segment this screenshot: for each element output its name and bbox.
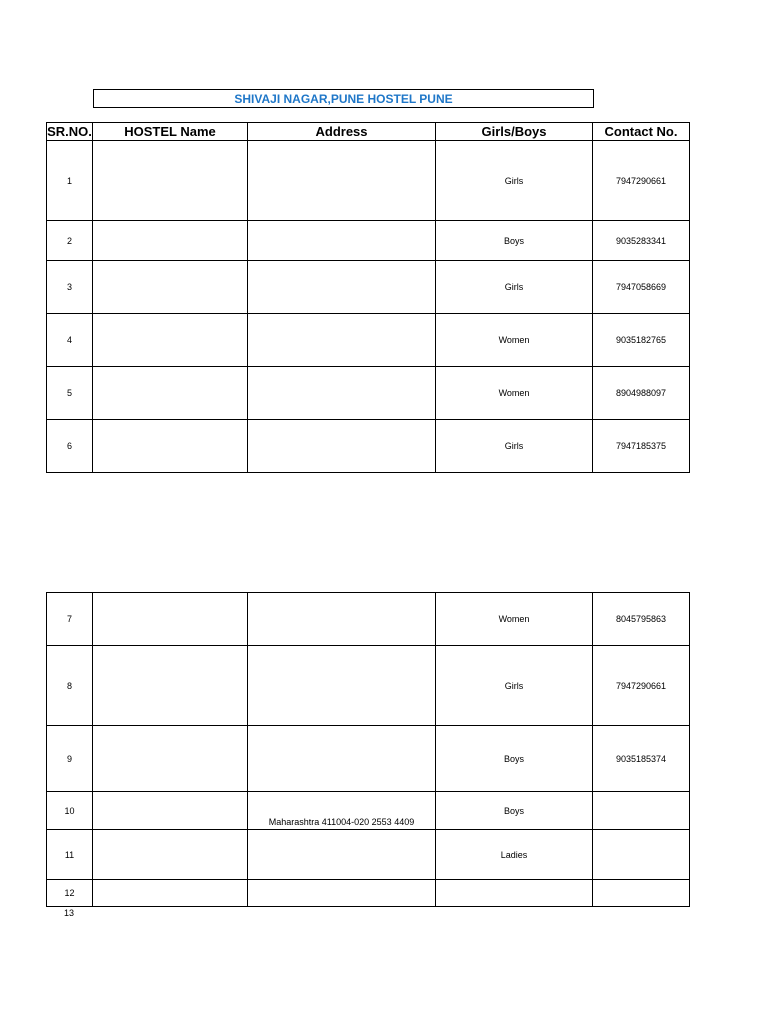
header-sr-no: SR.NO. — [47, 124, 92, 139]
cell-hostel-name — [93, 792, 248, 830]
cell-sr: 2 — [47, 221, 93, 261]
table-row — [47, 830, 690, 880]
table-row — [47, 261, 690, 314]
table-row — [47, 880, 690, 907]
cell-address — [248, 367, 436, 420]
cell-hostel-name — [93, 261, 248, 314]
header-hostel-name: HOSTEL Name — [93, 123, 248, 141]
cell-hostel-name — [93, 314, 248, 367]
header-address: Address — [248, 123, 436, 141]
cell-address — [248, 221, 436, 261]
cell-hostel-name — [93, 830, 248, 880]
sheet-title: SHIVAJI NAGAR,PUNE HOSTEL PUNE — [93, 89, 594, 108]
hostel-table-top — [46, 122, 690, 473]
cell-contact — [593, 830, 690, 880]
cell-contact: 7947290661 — [593, 141, 690, 221]
cell-hostel-name — [93, 221, 248, 261]
cell-sr: 5 — [47, 367, 93, 420]
header-row — [47, 123, 690, 141]
cell-sr: 6 — [47, 420, 93, 473]
cell-hostel-name — [93, 646, 248, 726]
cell-sr: 7 — [47, 593, 93, 646]
table-row — [47, 141, 690, 221]
row-number-13: 13 — [64, 908, 75, 918]
cell-address — [248, 420, 436, 473]
cell-sr: 1 — [47, 141, 93, 221]
table-row — [47, 726, 690, 792]
cell-address — [248, 593, 436, 646]
cell-contact: 9035185374 — [593, 726, 690, 792]
cell-address — [248, 141, 436, 221]
cell-gender: Boys — [436, 221, 593, 261]
header-contact-no: Contact No. — [593, 123, 690, 141]
table-row — [47, 646, 690, 726]
cell-address — [248, 726, 436, 792]
cell-sr: 10 — [47, 792, 93, 830]
cell-gender: Boys — [436, 792, 593, 830]
cell-sr: 11 — [47, 830, 93, 880]
cell-gender: Girls — [436, 420, 593, 473]
cell-gender: Girls — [436, 261, 593, 314]
cell-sr: 4 — [47, 314, 93, 367]
cell-hostel-name — [93, 367, 248, 420]
cell-contact: 8045795863 — [593, 593, 690, 646]
cell-gender: Women — [436, 593, 593, 646]
table-row — [47, 314, 690, 367]
cell-address — [248, 830, 436, 880]
cell-sr: 8 — [47, 646, 93, 726]
cell-contact: 8904988097 — [593, 367, 690, 420]
cell-contact: 7947185375 — [593, 420, 690, 473]
cell-contact: 9035283341 — [593, 221, 690, 261]
cell-hostel-name — [93, 141, 248, 221]
cell-hostel-name — [93, 420, 248, 473]
table-row — [47, 792, 690, 830]
cell-gender: Girls — [436, 646, 593, 726]
table-row — [47, 593, 690, 646]
cell-gender: Ladies — [436, 830, 593, 880]
cell-sr: 9 — [47, 726, 93, 792]
cell-contact: 9035182765 — [593, 314, 690, 367]
cell-address — [248, 314, 436, 367]
cell-gender: Women — [436, 367, 593, 420]
cell-sr: 12 — [47, 880, 93, 907]
cell-gender: Boys — [436, 726, 593, 792]
cell-hostel-name — [93, 726, 248, 792]
cell-hostel-name — [93, 593, 248, 646]
table-row — [47, 367, 690, 420]
cell-contact: 7947290661 — [593, 646, 690, 726]
header-girls-boys: Girls/Boys — [436, 123, 593, 141]
cell-address — [248, 261, 436, 314]
cell-address — [248, 880, 436, 907]
table-row — [47, 420, 690, 473]
cell-gender: Girls — [436, 141, 593, 221]
cell-contact — [593, 792, 690, 830]
cell-gender: Women — [436, 314, 593, 367]
cell-address — [248, 646, 436, 726]
table-row — [47, 221, 690, 261]
cell-hostel-name — [93, 880, 248, 907]
hostel-table-bottom — [46, 592, 690, 907]
cell-contact — [593, 880, 690, 907]
cell-sr: 3 — [47, 261, 93, 314]
cell-contact: 7947058669 — [593, 261, 690, 314]
cell-gender — [436, 880, 593, 907]
cell-address: Maharashtra 411004-020 2553 4409 — [248, 792, 436, 830]
